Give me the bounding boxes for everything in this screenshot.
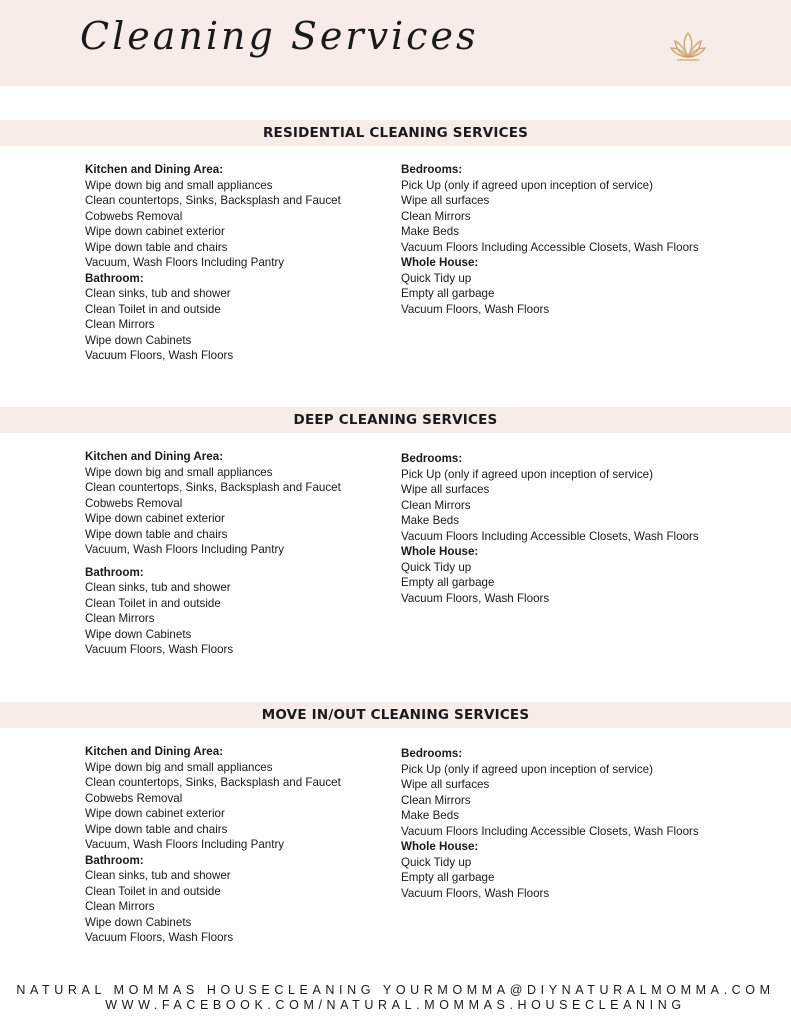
- subheading-kitchen: Kitchen and Dining Area:: [85, 163, 224, 176]
- list-item: Clean Mirrors: [401, 209, 471, 223]
- list-item: Vacuum Floors, Wash Floors: [401, 302, 550, 316]
- list-item: Quick Tidy up: [401, 855, 472, 869]
- list-item: Clean Toilet in and outside: [85, 884, 221, 898]
- footer-contact-line: NATURAL MOMMAS HOUSECLEANING YOURMOMMA@DIYNATURALMOMMA.COM: [16, 983, 775, 997]
- list-item: Clean sinks, tub and shower: [85, 287, 231, 300]
- section-band-move: [0, 702, 791, 728]
- list-item: Wipe down cabinet exterior: [85, 807, 225, 820]
- list-item: Vacuum Floors, Wash Floors: [401, 886, 550, 900]
- list-item: Vacuum Floors Including Accessible Closets, Wash Floors: [401, 240, 699, 254]
- list-item: Wipe down Cabinets: [85, 627, 192, 641]
- list-item: Vacuum, Wash Floors Including Pantry: [85, 256, 285, 269]
- list-item: Wipe all surfaces: [401, 778, 490, 791]
- list-item: Quick Tidy up: [401, 560, 472, 574]
- left-column: [85, 744, 385, 946]
- list-item: Wipe down big and small appliances: [85, 760, 273, 774]
- list-item: Wipe down table and chairs: [85, 822, 228, 836]
- list-item: Clean countertops, Sinks, Backsplash and Faucet: [85, 776, 341, 789]
- right-column: [401, 746, 771, 901]
- section-title: DEEP CLEANING SERVICES: [293, 412, 498, 428]
- list-item: Empty all garbage: [401, 287, 495, 300]
- list-item: Vacuum Floors, Wash Floors: [85, 931, 234, 944]
- right-column: [401, 162, 771, 317]
- section-band-residential: [0, 120, 791, 146]
- list-item: Clean countertops, Sinks, Backsplash and Faucet: [85, 481, 341, 494]
- footer: [0, 983, 791, 1013]
- subheading-bedrooms: Bedrooms:: [401, 163, 463, 176]
- list-item: Wipe down cabinet exterior: [85, 512, 225, 525]
- list-item: Clean countertops, Sinks, Backsplash and Faucet: [85, 194, 341, 207]
- list-item: Wipe down Cabinets: [85, 333, 192, 347]
- section-title: RESIDENTIAL CLEANING SERVICES: [262, 125, 529, 141]
- list-item: Clean Mirrors: [85, 612, 155, 625]
- section-title: MOVE IN/OUT CLEANING SERVICES: [261, 707, 530, 723]
- list-item: Cobwebs Removal: [85, 209, 183, 223]
- footer-facebook-line: WWW.FACEBOOK.COM/NATURAL.MOMMAS.HOUSECLEANING: [105, 998, 686, 1012]
- list-item: Make Beds: [401, 225, 459, 238]
- subheading-bedrooms: Bedrooms:: [401, 747, 463, 760]
- list-item: Wipe all surfaces: [401, 483, 490, 496]
- list-item: Wipe down cabinet exterior: [85, 225, 225, 238]
- list-item: Clean Mirrors: [401, 498, 471, 512]
- subheading-kitchen: Kitchen and Dining Area:: [85, 745, 224, 758]
- list-item: Clean Mirrors: [85, 900, 155, 913]
- list-item: Clean Toilet in and outside: [85, 302, 221, 316]
- subheading-bathroom: Bathroom:: [85, 565, 144, 579]
- list-item: Quick Tidy up: [401, 271, 472, 285]
- left-column: [85, 162, 385, 364]
- list-item: Wipe all surfaces: [401, 194, 490, 207]
- list-item: Pick Up (only if agreed upon inception of service): [401, 467, 653, 481]
- left-column: [85, 449, 385, 658]
- list-item: Make Beds: [401, 809, 459, 822]
- subheading-kitchen: Kitchen and Dining Area:: [85, 450, 224, 463]
- list-item: Wipe down big and small appliances: [85, 465, 273, 479]
- list-item: Wipe down table and chairs: [85, 527, 228, 541]
- subheading-whole-house: Whole House:: [401, 840, 479, 853]
- lotus-icon: [669, 29, 707, 63]
- list-item: Vacuum Floors Including Accessible Closets, Wash Floors: [401, 824, 699, 838]
- list-item: Clean sinks, tub and shower: [85, 581, 231, 594]
- list-item: Vacuum, Wash Floors Including Pantry: [85, 543, 285, 556]
- subheading-whole-house: Whole House:: [401, 256, 479, 269]
- subheading-bathroom: Bathroom:: [85, 271, 144, 285]
- subheading-bedrooms: Bedrooms:: [401, 452, 463, 465]
- list-item: Vacuum Floors, Wash Floors: [85, 643, 234, 656]
- right-column: [401, 451, 771, 606]
- list-item: Vacuum Floors, Wash Floors: [85, 349, 234, 362]
- list-item: Vacuum, Wash Floors Including Pantry: [85, 838, 285, 851]
- list-item: Clean Mirrors: [85, 318, 155, 331]
- list-item: Clean sinks, tub and shower: [85, 869, 231, 882]
- list-item: Cobwebs Removal: [85, 496, 183, 510]
- list-item: Make Beds: [401, 514, 459, 527]
- list-item: Wipe down table and chairs: [85, 240, 228, 254]
- list-item: Wipe down Cabinets: [85, 915, 192, 929]
- list-item: Pick Up (only if agreed upon inception of service): [401, 178, 653, 192]
- list-item: Vacuum Floors, Wash Floors: [401, 591, 550, 605]
- section-band-deep: [0, 407, 791, 433]
- list-item: Empty all garbage: [401, 871, 495, 884]
- list-item: Empty all garbage: [401, 576, 495, 589]
- subheading-whole-house: Whole House:: [401, 545, 479, 558]
- list-item: Vacuum Floors Including Accessible Closets, Wash Floors: [401, 529, 699, 543]
- list-item: Clean Mirrors: [401, 793, 471, 807]
- page-title: Cleaning Services: [80, 14, 479, 58]
- list-item: Cobwebs Removal: [85, 791, 183, 805]
- list-item: Wipe down big and small appliances: [85, 178, 273, 192]
- list-item: Pick Up (only if agreed upon inception of service): [401, 762, 653, 776]
- list-item: Clean Toilet in and outside: [85, 596, 221, 610]
- subheading-bathroom: Bathroom:: [85, 853, 144, 867]
